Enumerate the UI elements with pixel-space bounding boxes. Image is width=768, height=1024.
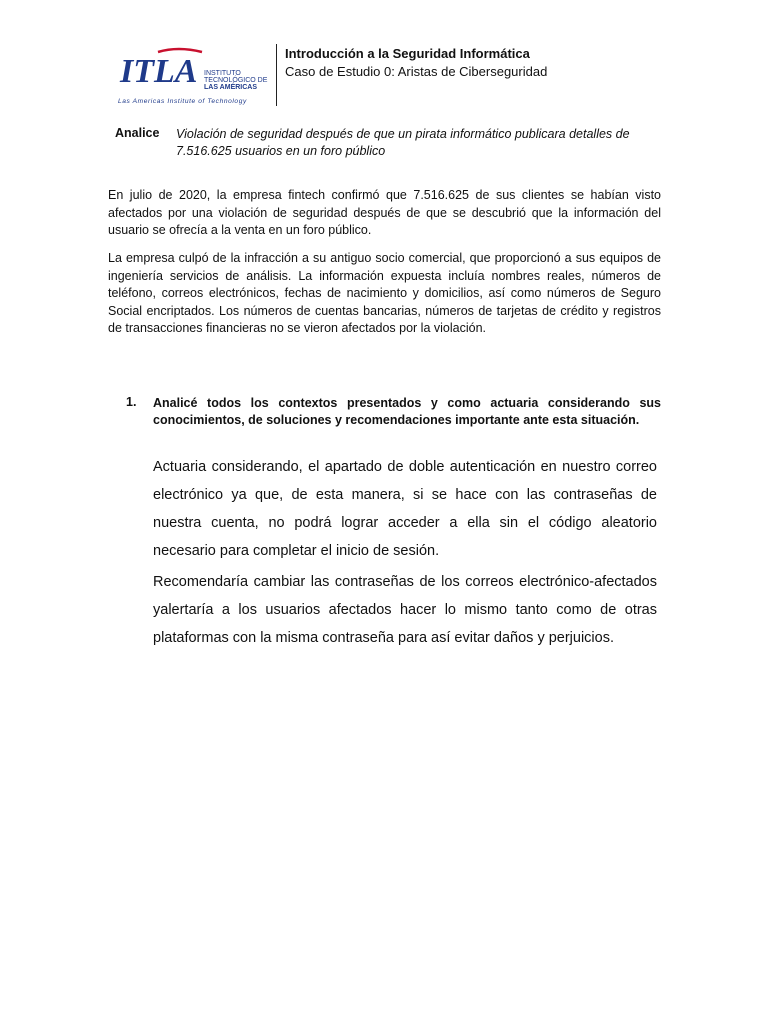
itla-logo-mark: [118, 46, 208, 92]
course-title: Introducción a la Seguridad Informática: [285, 46, 530, 61]
question-number: 1.: [126, 395, 137, 409]
header-divider: [276, 44, 277, 106]
case-study-subtitle: Caso de Estudio 0: Aristas de Ciberseguridad: [285, 64, 548, 79]
analice-label: Analice: [115, 126, 160, 140]
logo-institute-name: INSTITUTO TECNOLÓGICO DE LAS AMÉRICAS: [204, 70, 268, 91]
answer-paragraph-1: Actuaria considerando, el apartado de doble autenticación en nuestro correo electrónico ya que, de esta manera, si se hace con las contraseñas de nuestra cuenta, no podrá lograr acceder a ella sin el código aleatorio necesario para completar el inicio de sesión.: [153, 459, 657, 559]
logo-main-text: ITLA: [120, 53, 198, 90]
analice-heading: Violación de seguridad después de que un pirata informático publicara detalles de 7.516.625 usuarios en un foro público: [176, 127, 630, 158]
answer-paragraph-2: Recomendaría cambiar las contraseñas de los correos electrónico-afectados yalertaría a los usuarios afectados hacer lo mismo tanto como de otras plataformas con la misma contraseña para así evitar daños y perjuicios.: [153, 574, 657, 646]
logo-tagline: Las Americas Institute of Technology: [118, 98, 247, 105]
question-text: Analicé todos los contextos presentados y como actuaria considerando sus conocimientos, de soluciones y recomendaciones importante ante esta situación.: [153, 396, 661, 427]
itla-logo: [118, 46, 278, 106]
body-paragraph-2: La empresa culpó de la infracción a su antiguo socio comercial, que proporcionó a sus equipos de ingeniería servicios de análisis. La información expuesta incluía nombres reales, números de teléfono, correos electrónicos, fechas de nacimiento y domicilios, así como números de Seguro Social encriptados. Los números de cuentas bancarias, números de tarjetas de crédito y registros de transacciones financieras no se vieron afectados por la violación.: [108, 251, 661, 335]
body-paragraph-1: En julio de 2020, la empresa fintech confirmó que 7.516.625 de sus clientes se habían visto afectados por una violación de seguridad después de que se descubrió que la información del usuario se ofrecía a la venta en un foro público.: [108, 188, 661, 237]
